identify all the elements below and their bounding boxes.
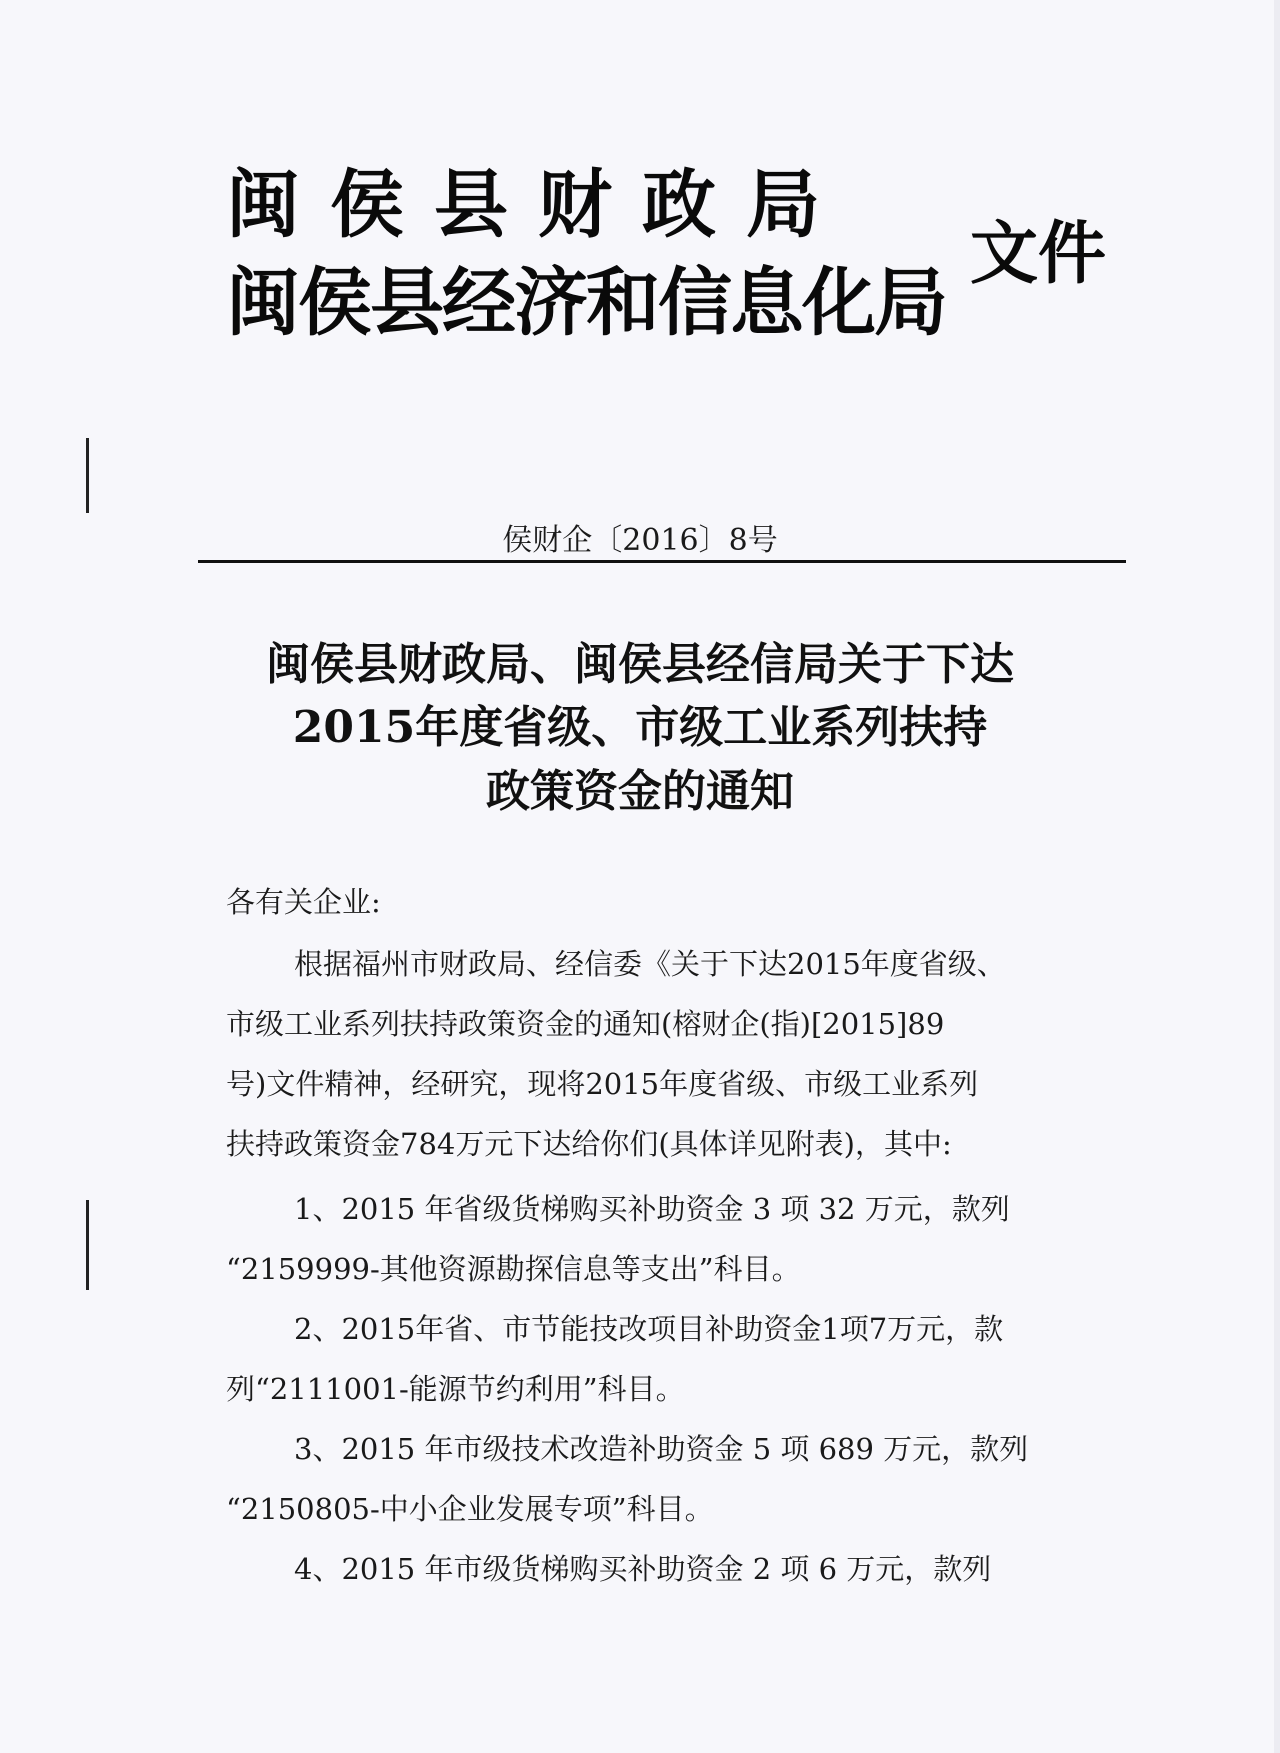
paragraph-line: 号)文件精神，经研究，现将2015年度省级、市级工业系列 — [226, 1067, 979, 1101]
salutation: 各有关企业: — [226, 885, 381, 919]
document-number: 侯财企〔2016〕8号 — [502, 523, 778, 558]
document-label: 文件 — [970, 215, 1107, 294]
header-rule — [198, 560, 1126, 563]
list-item-line: “2150805-中小企业发展专项”科目。 — [226, 1492, 714, 1526]
list-item-line: 3、2015 年市级技术改造补助资金 5 项 689 万元，款列 — [294, 1432, 1029, 1466]
paragraph-line: 市级工业系列扶持政策资金的通知(榕财企(指)[2015]89 — [226, 1007, 945, 1041]
list-item-line: “2159999-其他资源勘探信息等支出”科目。 — [226, 1252, 801, 1286]
paper-edge — [1274, 0, 1280, 1753]
list-item-line: 列“2111001-能源节约利用”科目。 — [226, 1372, 685, 1406]
paragraph-line: 扶持政策资金784万元下达给你们(具体详见附表)，其中: — [226, 1127, 952, 1161]
title-line-2: 2015年度省级、市级工业系列扶持 — [292, 702, 988, 753]
list-item-line: 1、2015 年省级货梯购买补助资金 3 项 32 万元，款列 — [294, 1192, 1010, 1226]
binding-mark-top — [86, 438, 89, 513]
list-item-line: 2、2015年省、市节能技改项目补助资金1项7万元，款 — [294, 1312, 1004, 1346]
list-item-line: 4、2015 年市级货梯购买补助资金 2 项 6 万元，款列 — [294, 1552, 992, 1586]
issuer-line-2: 闽侯县经济和信息化局 — [226, 260, 946, 346]
title-line-1: 闽侯县财政局、闽侯县经信局关于下达 — [266, 639, 1014, 690]
paragraph-line: 根据福州市财政局、经信委《关于下达2015年度省级、 — [294, 947, 1006, 981]
binding-mark-bottom — [86, 1200, 89, 1290]
title-line-3: 政策资金的通知 — [486, 766, 794, 817]
issuer-line-1: 闽侯县财政局 — [226, 162, 850, 248]
